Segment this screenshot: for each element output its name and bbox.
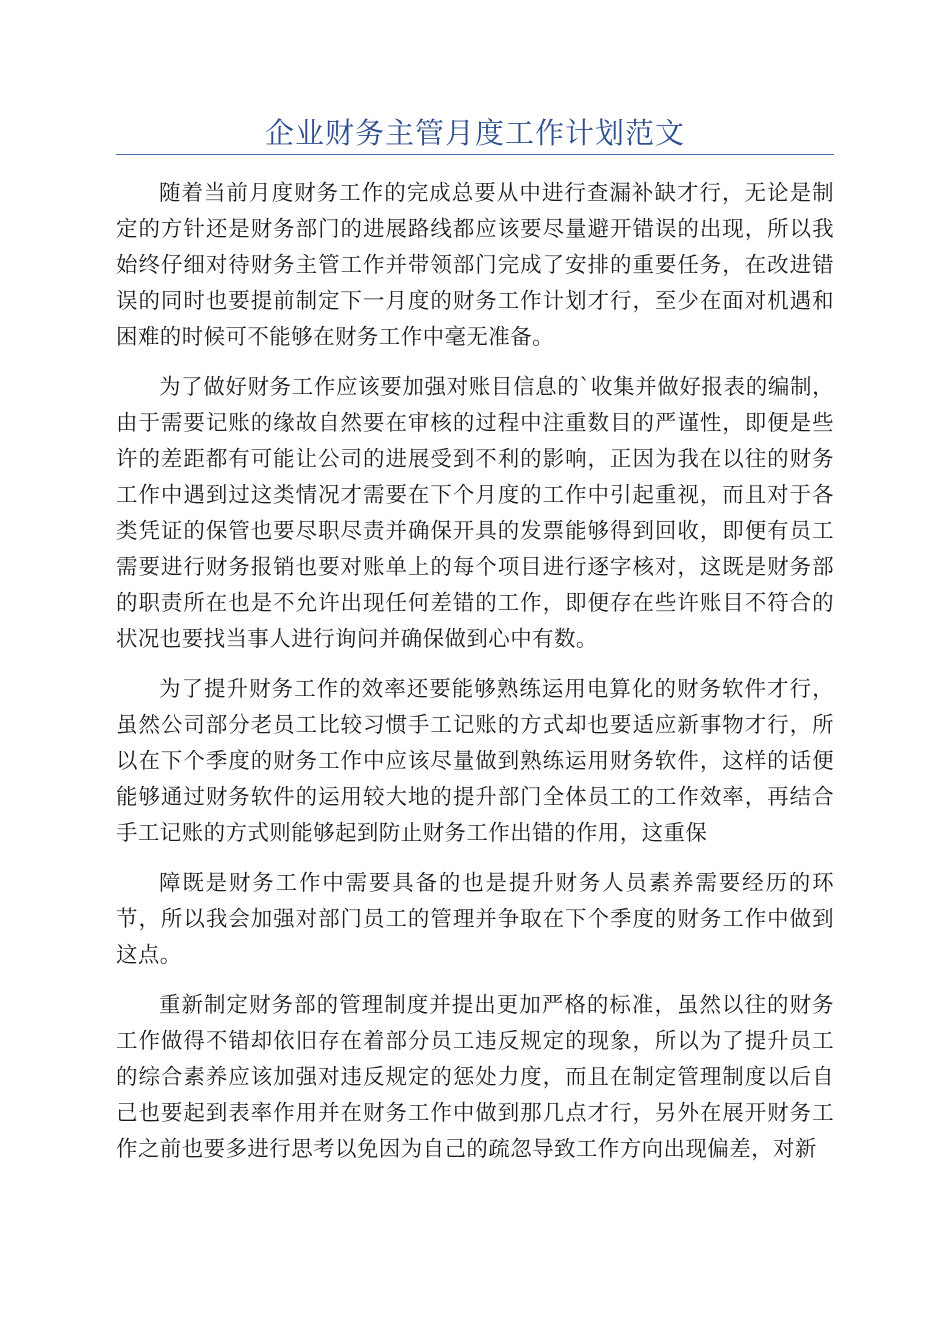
paragraph: 为了提升财务工作的效率还要能够熟练运用电算化的财务软件才行，虽然公司部分老员工比较习惯手工记账的方式却也要适应新事物才行，所以在下个季度的财务工作中应该尽量做到熟练运用财务软件，这样的话便能够通过财务软件的运用较大地的提升部门全体员工的工作效率，再结合手工记账的方式则能够起到防止财务工作出错的作用，这重保 xyxy=(116,677,834,846)
document-title: 企业财务主管月度工作计划范文 xyxy=(264,116,685,150)
paragraph: 为了做好财务工作应该要加强对账目信息的`收集并做好报表的编制，由于需要记账的缘故自然要在审核的过程中注重数目的严谨性，即便是些许的差距都有可能让公司的进展受到不利的影响，正因为我在以往的财务工作中遇到过这类情况才需要在下个月度的工作中引起重视，而且对于各类凭证的保管也要尽职尽责并确保开具的发票能够得到回收，即便有员工需要进行财务报销也要对账单上的每个项目进行逐字核对，这既是财务部的职责所在也是不允许出现任何差错的工作，即便存在些许账目不符合的状况也要找当事人进行询问并确保做到心中有数。 xyxy=(116,375,834,652)
document-body xyxy=(116,176,834,1182)
paragraph: 障既是财务工作中需要具备的也是提升财务人员素养需要经历的环节，所以我会加强对部门员工的管理并争取在下个季度的财务工作中做到这点。 xyxy=(116,871,834,968)
paragraph: 重新制定财务部的管理制度并提出更加严格的标准，虽然以往的财务工作做得不错却依旧存在着部分员工违反规定的现象，所以为了提升员工的综合素养应该加强对违反规定的惩处力度，而且在制定管理制度以后自己也要起到表率作用并在财务工作中做到那几点才行，另外在展开财务工作之前也要多进行思考以免因为自己的疏忽导致工作方向出现偏差，对新 xyxy=(116,993,834,1162)
title-underline xyxy=(116,154,834,155)
paragraph: 随着当前月度财务工作的完成总要从中进行查漏补缺才行，无论是制定的方针还是财务部门的进展路线都应该要尽量避开错误的出现，所以我始终仔细对待财务主管工作并带领部门完成了安排的重要任务，在改进错误的同时也要提前制定下一月度的财务工作计划才行，至少在面对机遇和困难的时候可不能够在财务工作中毫无准备。 xyxy=(116,181,834,350)
